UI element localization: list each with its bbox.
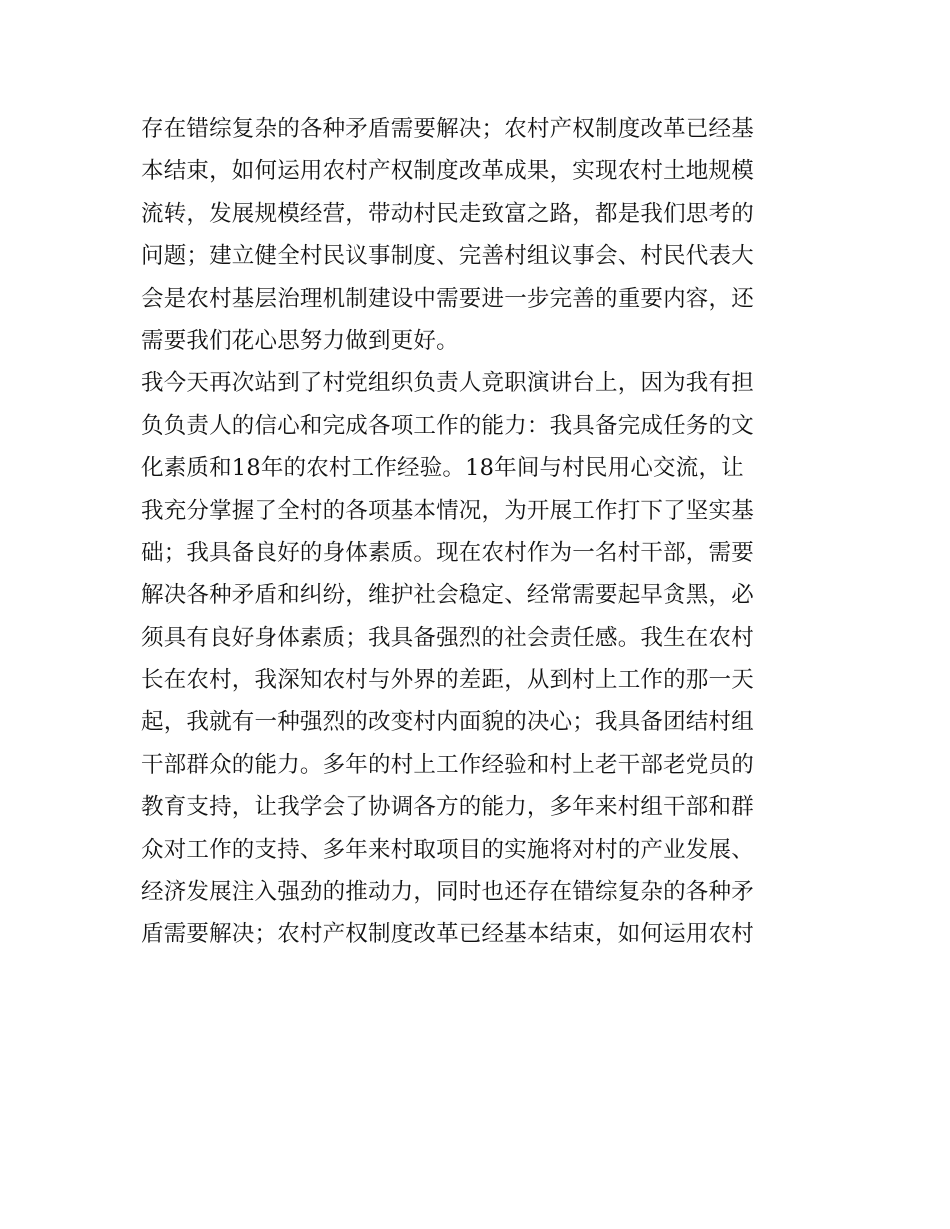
text-line: 长在农村，我深知农村与外界的差距，从到村上工作的那一天 bbox=[141, 667, 754, 694]
text-line: 负负责人的信心和完成各项工作的能力：我具备完成任务的文 bbox=[141, 412, 754, 439]
text-line: 会是农村基层治理机制建设中需要进一步完善的重要内容，还 bbox=[141, 285, 754, 312]
text-line: 解决各种矛盾和纠纷，维护社会稳定、经常需要起早贪黑，必 bbox=[141, 582, 754, 609]
text-line: 盾需要解决；农村产权制度改革已经基本结束，如何运用农村 bbox=[141, 921, 754, 948]
text-line: 我今天再次站到了村党组织负责人竞职演讲台上，因为我有担 bbox=[141, 370, 754, 397]
text-line: 需要我们花心思努力做到更好。 bbox=[141, 327, 459, 354]
text-line: 须具有良好身体素质；我具备强烈的社会责任感。我生在农村 bbox=[141, 624, 754, 651]
text-line: 本结束，如何运用农村产权制度改革成果，实现农村土地规模 bbox=[141, 158, 754, 185]
text-line: 流转，发展规模经营，带动村民走致富之路，都是我们思考的 bbox=[141, 200, 754, 227]
text-line: 存在错综复杂的各种矛盾需要解决；农村产权制度改革已经基 bbox=[141, 116, 754, 142]
text-line: 问题；建立健全村民议事制度、完善村组议事会、村民代表大 bbox=[141, 243, 754, 270]
text-line: 起，我就有一种强烈的改变村内面貌的决心；我具备团结村组 bbox=[141, 709, 754, 736]
text-line: 众对工作的支持、多年来村取项目的实施将对村的产业发展、 bbox=[141, 836, 754, 863]
text-line: 教育支持，让我学会了协调各方的能力，多年来村组干部和群 bbox=[141, 794, 754, 821]
text-line: 我充分掌握了全村的各项基本情况，为开展工作打下了坚实基 bbox=[141, 497, 754, 524]
text-line: 干部群众的能力。多年的村上工作经验和村上老干部老党员的 bbox=[141, 751, 754, 778]
text-line: 化素质和18年的农村工作经验。18年间与村民用心交流，让 bbox=[141, 455, 744, 482]
text-line: 础；我具备良好的身体素质。现在农村作为一名村干部，需要 bbox=[141, 539, 754, 566]
text-line: 经济发展注入强劲的推动力，同时也还存在错综复杂的各种矛 bbox=[141, 879, 754, 906]
body-text bbox=[141, 108, 821, 956]
